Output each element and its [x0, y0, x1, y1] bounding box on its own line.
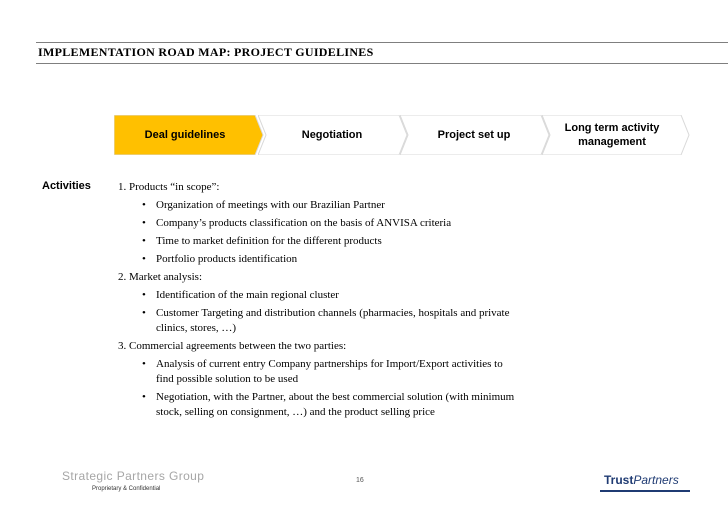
trustpartners-logo [604, 473, 679, 487]
list-item: • Company’s products classification on the basis of ANVISA criteria [142, 217, 452, 229]
footer-company: Strategic Partners Group [62, 469, 205, 483]
list-item: • Analysis of current entry Company partnerships for Import/Export activities to find possible solution to be used [142, 358, 503, 385]
roadmap-step-2-label: Negotiation [301, 129, 363, 141]
page-title: IMPLEMENTATION ROAD MAP: PROJECT GUIDELINES [38, 45, 374, 59]
section-heading: 1. Products “in scope”: [118, 181, 220, 193]
bullet-list [118, 198, 518, 267]
section-products [118, 180, 518, 267]
list-item: • Customer Targeting and distribution channels (pharmacies, hospitals and private clinics, stores, …) [142, 307, 510, 334]
roadmap-step-3-label: Project set up [437, 129, 511, 141]
logo-bold-text: Trust [604, 473, 634, 487]
list-item: • Identification of the main regional cluster [142, 289, 339, 301]
roadmap-step-4-label: Long term activity management [564, 122, 660, 148]
logo-underline [600, 490, 690, 492]
top-rule [36, 42, 728, 43]
section-commercial-agreements [118, 339, 518, 420]
section-market-analysis [118, 270, 518, 336]
section-heading: 2. Market analysis: [118, 271, 203, 283]
list-item: • Negotiation, with the Partner, about the best commercial solution (with minimum stock, selling on consignment, …) and the product selling price [142, 391, 515, 418]
bullet-list [118, 357, 518, 420]
logo-italic-text: Partners [633, 473, 679, 487]
list-item: • Organization of meetings with our Brazilian Partner [142, 199, 385, 211]
title-rule [36, 63, 728, 64]
activities-label: Activities [42, 180, 91, 192]
section-heading: 3. Commercial agreements between the two parties: [118, 340, 347, 352]
activities-content [118, 180, 518, 423]
footer-confidential: Proprietary & Confidential [92, 486, 161, 492]
bullet-list [118, 288, 518, 336]
list-item: • Portfolio products identification [142, 253, 298, 265]
roadmap-step-1-label: Deal guidelines [144, 129, 226, 141]
page-number: 16 [356, 477, 364, 484]
list-item: • Time to market definition for the different products [142, 235, 382, 247]
